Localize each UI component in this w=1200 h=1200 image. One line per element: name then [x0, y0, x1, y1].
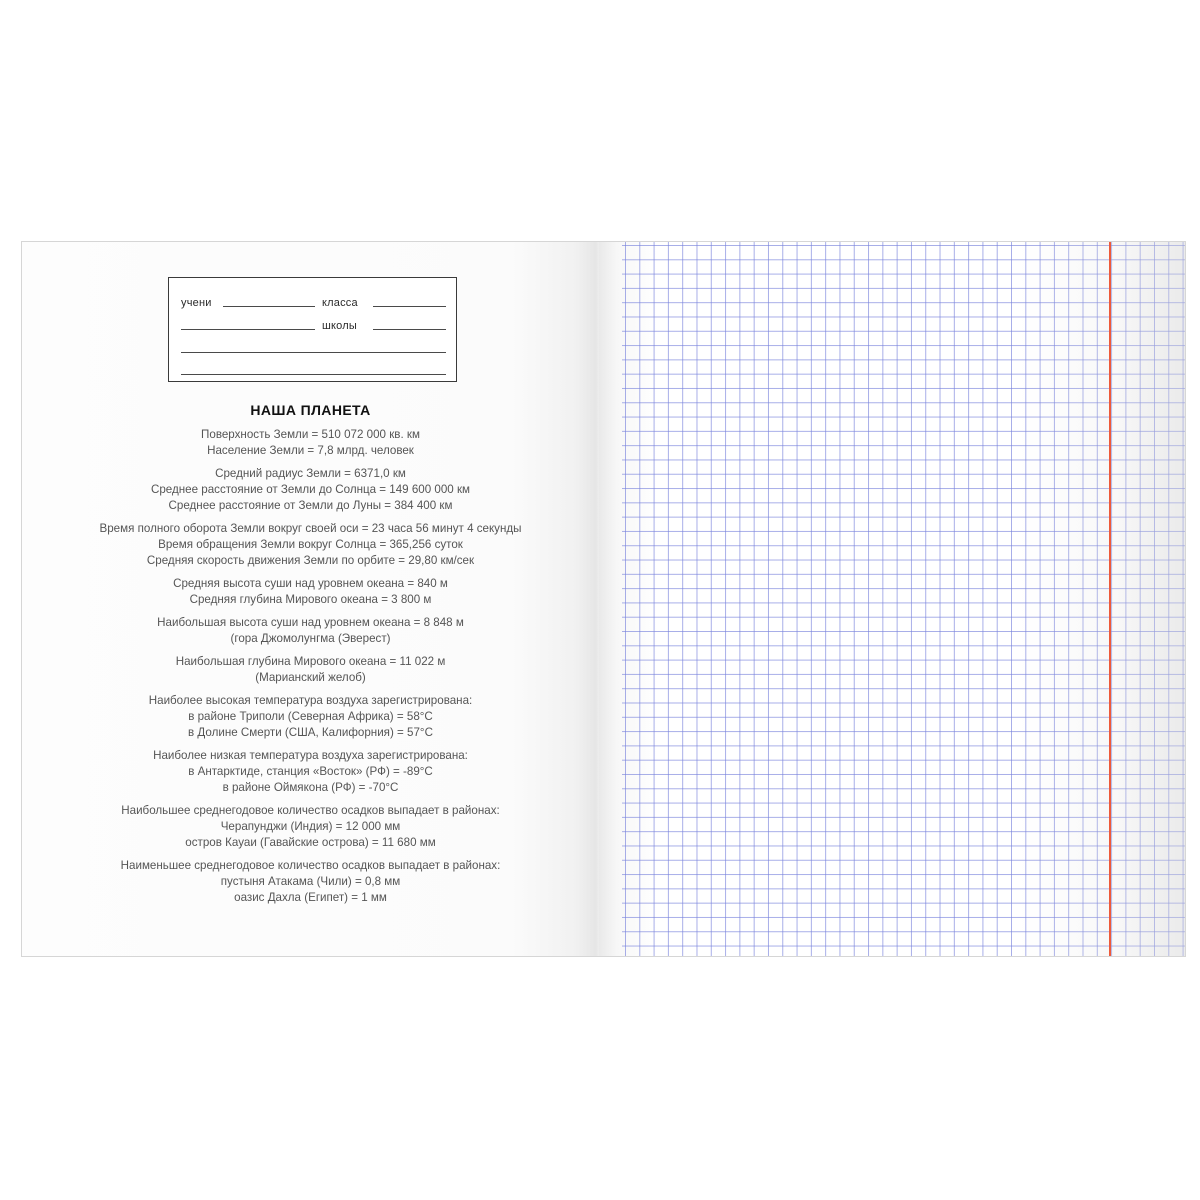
- fact-block: [22, 654, 599, 686]
- school-fill-line: [373, 329, 446, 330]
- fact-line: Наибольшая глубина Мирового океана = 11 022 м: [175, 655, 446, 668]
- pupil-label: учени: [181, 297, 212, 309]
- fact-line: Средняя глубина Мирового океана = 3 800 м: [189, 593, 432, 606]
- fact-block: [22, 615, 599, 647]
- fact-block: [22, 466, 599, 514]
- fact-line: в районе Триполи (Северная Африка) = 58°С: [188, 710, 433, 723]
- label-row-pupil: [181, 296, 446, 310]
- fact-line: Наиболее высокая температура воздуха зарегистрирована:: [148, 694, 473, 707]
- fact-line: оазис Дахла (Египет) = 1 мм: [234, 891, 387, 904]
- blank-fill-line: [181, 329, 315, 330]
- fact-line: Наименьшее среднегодовое количество осадков выпадает в районах:: [120, 859, 501, 872]
- fact-line: в районе Оймякона (РФ) = -70°С: [222, 781, 399, 794]
- surname-fill-line: [181, 374, 446, 375]
- fact-line: в Долине Смерти (США, Калифорния) = 57°С: [188, 726, 433, 739]
- fact-line: Наиболее низкая температура воздуха зарегистрирована:: [153, 749, 468, 762]
- fact-line: (гора Джомолунгма (Эверест): [230, 632, 391, 645]
- label-row-school: [181, 319, 446, 333]
- planet-facts: [22, 402, 599, 913]
- fact-line: остров Кауаи (Гавайские острова) = 11 680 мм: [185, 836, 436, 849]
- fact-line: Поверхность Земли = 510 072 000 кв. км: [201, 428, 420, 441]
- fact-line: Средний радиус Земли = 6371,0 км: [215, 467, 406, 480]
- fact-line: Время обращения Земли вокруг Солнца = 365,256 суток: [158, 538, 463, 551]
- margin-line: [1109, 242, 1111, 957]
- facts-title: НАША ПЛАНЕТА: [250, 402, 371, 418]
- fact-line: Черапунджи (Индия) = 12 000 мм: [220, 820, 401, 833]
- grid-paper: [622, 242, 1186, 957]
- fact-line: Время полного оборота Земли вокруг своей оси = 23 часа 56 минут 4 секунды: [99, 522, 522, 535]
- fact-block: [22, 521, 599, 569]
- fact-line: (Марианский желоб): [255, 671, 366, 684]
- facts-blocks: [22, 427, 599, 906]
- fact-line: в Антарктиде, станция «Восток» (РФ) = -89°С: [188, 765, 433, 778]
- fact-line: Население Земли = 7,8 млрд. человек: [207, 444, 414, 457]
- label-row-4: [181, 364, 446, 378]
- fact-line: Наибольшее среднегодовое количество осадков выпадает в районах:: [121, 804, 500, 817]
- fact-block: [22, 748, 599, 796]
- name-label-box: [168, 277, 457, 382]
- class-label: класса: [322, 297, 358, 309]
- school-label: школы: [322, 320, 357, 332]
- name-fill-line: [181, 352, 446, 353]
- fact-line: Среднее расстояние от Земли до Солнца = 149 600 000 км: [150, 483, 471, 496]
- fact-block: [22, 427, 599, 459]
- pupil-fill-line: [223, 306, 315, 307]
- fact-line: Средняя скорость движения Земли по орбите = 29,80 км/сек: [146, 554, 475, 567]
- fact-block: [22, 576, 599, 608]
- left-page: [22, 242, 599, 956]
- fact-line: пустыня Атакама (Чили) = 0,8 мм: [220, 875, 401, 888]
- fact-line: Наибольшая высота суши над уровнем океана = 8 848 м: [157, 616, 464, 629]
- label-row-3: [181, 342, 446, 356]
- fact-block: [22, 693, 599, 741]
- fact-block: [22, 803, 599, 851]
- fact-block: [22, 858, 599, 906]
- notebook-spread: [21, 241, 1186, 957]
- fact-line: Среднее расстояние от Земли до Луны = 384 400 км: [168, 499, 453, 512]
- class-fill-line: [373, 306, 446, 307]
- fact-line: Средняя высота суши над уровнем океана = 840 м: [173, 577, 448, 590]
